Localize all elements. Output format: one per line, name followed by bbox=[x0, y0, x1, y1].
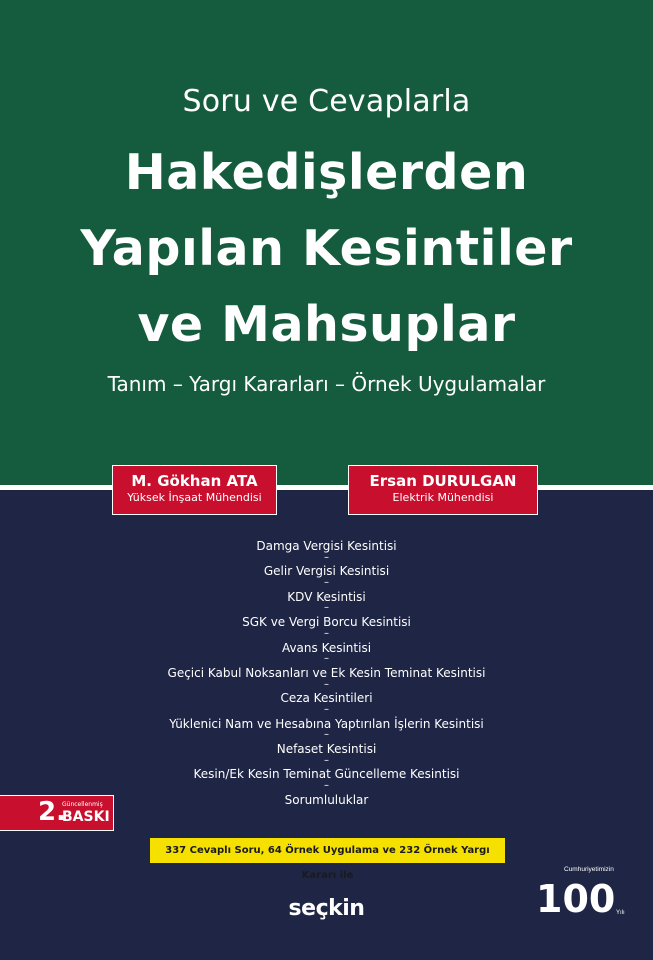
edition-label: BASKI bbox=[62, 809, 110, 825]
topic-item: Yüklenici Nam ve Hesabına Yaptırılan İşlerin Kesintisi bbox=[169, 716, 484, 731]
title-line-3: ve Mahsuplar bbox=[137, 296, 516, 353]
publisher-logo: seçkin bbox=[288, 896, 365, 921]
title-line-1: Hakedişlerden bbox=[124, 144, 529, 201]
emblem-number: 100 bbox=[536, 877, 616, 920]
title-line-2: Yapılan Kesintiler bbox=[80, 220, 573, 277]
author-box-2 bbox=[348, 465, 538, 515]
topic-separator: – bbox=[324, 754, 329, 766]
topic-item: SGK ve Vergi Borcu Kesintisi bbox=[242, 615, 411, 630]
topic-item: Ceza Kesintileri bbox=[280, 691, 373, 706]
edition-small-label: Güncellenmiş bbox=[62, 801, 103, 808]
topic-separator: – bbox=[324, 703, 329, 715]
topic-item: Gelir Vergisi Kesintisi bbox=[263, 564, 390, 579]
topic-item: Kesin/Ek Kesin Teminat Güncelleme Kesintisi bbox=[193, 767, 460, 782]
topic-separator: – bbox=[324, 780, 329, 792]
author-box-1 bbox=[112, 465, 277, 515]
topic-separator: – bbox=[324, 653, 329, 665]
pre-title: Soru ve Cevaplarla bbox=[182, 84, 471, 119]
topic-item: KDV Kesintisi bbox=[287, 589, 366, 604]
topic-item: Damga Vergisi Kesintisi bbox=[256, 539, 397, 553]
tagline: Tanım – Yargı Kararları – Örnek Uygulamalar bbox=[107, 372, 546, 396]
author-role: Yüksek İnşaat Mühendisi bbox=[127, 491, 262, 504]
edition-badge bbox=[0, 795, 114, 831]
topic-separator: – bbox=[324, 551, 329, 563]
author-name: M. Gökhan ATA bbox=[131, 472, 258, 490]
author-role: Elektrik Mühendisi bbox=[392, 491, 494, 504]
topic-item: Nefaset Kesintisi bbox=[276, 742, 377, 756]
content-highlight: 337 Cevaplı Soru, 64 Örnek Uygulama ve 232 Örnek Yargı Kararı ile bbox=[150, 838, 505, 863]
republic-100-emblem bbox=[534, 862, 630, 920]
topic-item: Geçici Kabul Noksanları ve Ek Kesin Teminat Kesintisi bbox=[167, 665, 486, 680]
edition-number: 2. bbox=[38, 797, 66, 827]
topic-list bbox=[0, 540, 653, 806]
topic-separator: – bbox=[324, 577, 329, 589]
topic-item: Sorumluluklar bbox=[284, 792, 369, 807]
topic-separator: – bbox=[324, 678, 329, 690]
topic-separator: – bbox=[324, 627, 329, 639]
emblem-top-text: Cumhuriyetimizin bbox=[564, 866, 614, 873]
author-name: Ersan DURULGAN bbox=[369, 472, 517, 490]
emblem-bottom-text: Yılı bbox=[616, 910, 625, 916]
topic-separator: – bbox=[324, 602, 329, 614]
topic-item: Avans Kesintisi bbox=[281, 640, 372, 655]
topic-separator: – bbox=[324, 729, 329, 741]
